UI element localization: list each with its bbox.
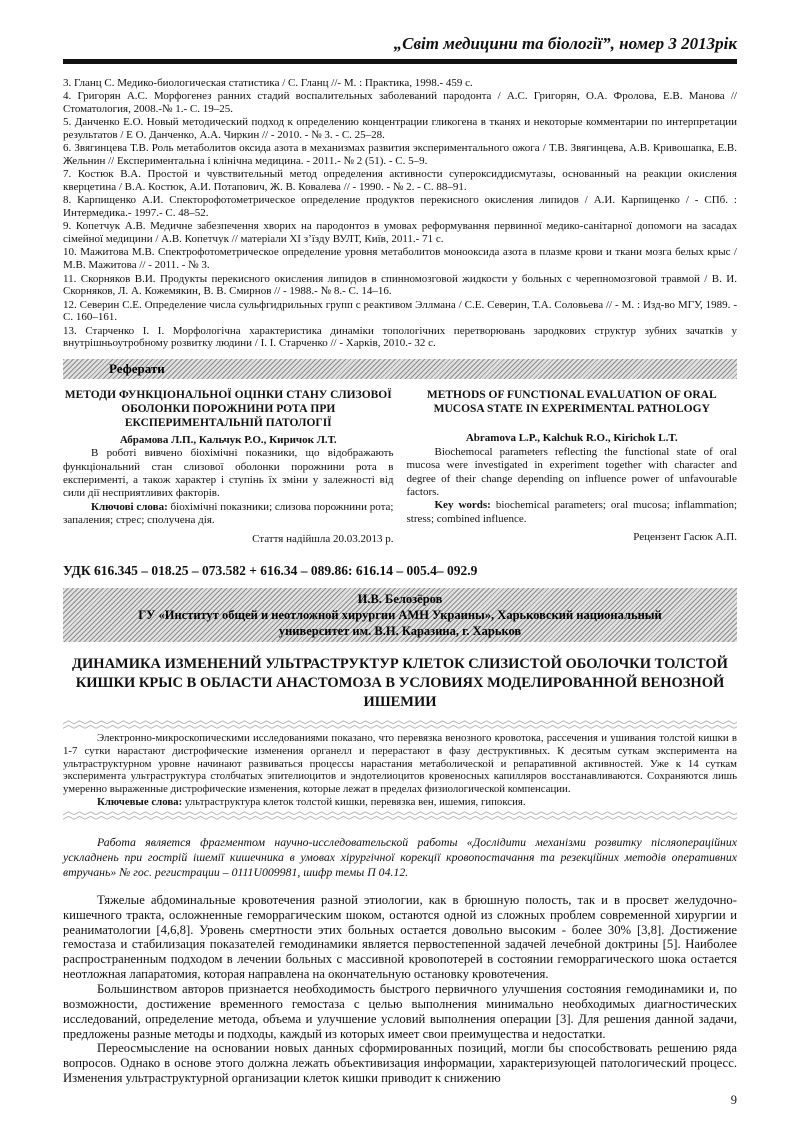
reference-item: 8. Карпищенко А.И. Спекторофотометрическое определение продуктов перекисного окисления липидов / А.И. Карпищенко / - СПб. : Интермедика.- 1997.- С. 48–52. — [63, 194, 737, 219]
abstract-ua-body: В роботі вивчено біохімічні показники, що відображають функціональний стан слизової оболонки порожнини рота в експерименті, а також характер і ступінь їх зміни у залежності від сили дії несприятливих факторів. — [63, 447, 394, 500]
keywords-label: Ключевые слова: — [97, 795, 183, 808]
article-keywords — [63, 796, 737, 809]
abstract-en-body: Biochemocal parameters reflecting the functional state of oral mucosa were investigated in experiment together with character and degree of their change depending on influence power of unfavourable factors. — [406, 445, 737, 499]
body-paragraph: Большинством авторов признается необходимость быстрого первичного улучшения состояния гемодинамики и, по возможности, достижение временного гемостаза с целью выполнения минимально необходимых диагностических исследований, определение метода, объема и улучшение условий выполнения операции [3]. Для решения данной задачи, предложены разные методы и подходы, каждый из которых имеет свои преимущества и недостатки. — [63, 981, 737, 1041]
reviewer-line: Рецензент Гасюк А.П. — [633, 531, 737, 544]
body-paragraph: Тяжелые абдоминальные кровотечения разной этиологии, как в брюшную полость, так и в просвет желудочно-кишечного тракта, осложненные геморрагическим шоком, остаются одной из сложных проблем современной хирургии и реаниматологии [4,6,8]. Уровень смертности этих больных остается довольно высоким - более 30% [3,8]. Достижение гемостаза и стабилизация показателей гемодинамики является первостепенной задачей лечебной доктрины [5]. Наиболее распространенным подходом в лечении больных с массивной кровопотерей в состоянии геморрагического шока остается неотложная лапаратомия, которая направлена на окончательную остановку кровотечения. — [63, 892, 737, 982]
affiliation-line: университет им. В.Н. Каразина, г. Харьков — [278, 624, 522, 639]
article-body — [63, 893, 737, 1086]
reference-item: 9. Копетчук А.В. Медичне забезпечення хворих на пародонтоз в умовах реформування первинної медико-санітарної допомоги на засадах сімейної медицини / А.В. Копетчук // матеріали XI з’їзду ВУЛТ, Київ, 2011.- 71 с. — [63, 220, 737, 245]
abstract-ua-title: МЕТОДИ ФУНКЦІОНАЛЬНОЇ ОЦІНКИ СТАНУ СЛИЗОВОЇ ОБОЛОНКИ ПОРОЖНИНИ РОТА ПРИ ЕКСПЕРИМЕНТАЛЬНІЙ ПАТОЛОГІЇ — [64, 388, 392, 430]
abstract-en-title: METHODS OF FUNCTIONAL EVALUATION OF ORAL MUCOSA STATE IN EXPERIMENTAL PATHOLOGY — [426, 388, 717, 416]
zigzag-divider-top-icon — [63, 720, 737, 729]
reference-list — [63, 77, 737, 350]
abstract-en-keywords — [407, 499, 738, 526]
reference-item: 7. Костюк В.А. Простой и чувствительный метод определения активности супероксиддисмутазы, основанный на реакции окисления кверцетина / В.А. Костюк, А.И. Потапович, Ж. В. Ковалева // - 1990. - № 2. - С. 88–91. — [63, 168, 737, 193]
keywords-label: Key words: — [434, 499, 491, 512]
article-abstract: Электронно-микроскопическими исследованиями показано, что перевязка венозного кровотока, рассечения и ушивания толстой кишки в 1-7 сутки нарастают дистрофические изменения органелл и перерастают в фазу деструктивных. К десятым суткам эксперимента на ультраструктурном уровне начинают развиваться процессы нарастания метаболической и репаративной активностей. Уже к 14 суткам эксперимента ультраструктура столбчатых эпителиоцитов и эндотелиоцитов кровеносных капилляров восстанавливаются. Сохраняются лишь умеренно выраженные дистрофические изменения, которые лежат в пределах физиологической компенсации. — [63, 732, 737, 795]
keywords-text: ультраструктура клеток толстой кишки, перевязка вен, ишемия, гипоксия. — [182, 795, 526, 808]
udk-line: УДК 616.345 – 018.25 – 073.582 + 616.34 – 089.86: 616.14 – 005.4– 092.9 — [63, 563, 478, 579]
journal-header: „Світ медицини та біології”, номер 3 2013рік — [393, 34, 737, 53]
abstracts-section — [63, 388, 737, 546]
referaty-label: Реферати — [109, 360, 165, 376]
research-note: Работа является фрагментом научно-исследовательской работы «Дослідити механізми розвитку післяопераційних ускладнень при гострій ішемії кишечника в умовах хірургічної корекції кровопостачання та резекційних методів оперативних втручань» № гос. регистрации – 0111U009981, шифр темы П 04.12. — [63, 835, 737, 879]
affiliation-line: ГУ «Институт общей и неотложной хирургии АМН Украины», Харьковский национальный — [138, 608, 662, 623]
reference-item: 10. Мажитова М.В. Спектрофотометрическое определение уровня метаболитов монооксида азота в плазме крови и ткани мозга белых крыс / М.В. Мажитова // - 2011. - № 3. — [63, 246, 737, 271]
abstract-ua-column — [63, 388, 394, 546]
affiliation-lines — [63, 607, 737, 639]
body-paragraph: Переосмысление на основании новых данных сформированных позиций, могли бы способствовать решению ряда вопросов. Однако в основе этого должна лежать объективизация информации, характеризующей патологический процесс. Изменения ультраструктурной организации клеток кишки приводит к снижению — [63, 1041, 737, 1086]
reference-item: 13. Старченко І. І. Морфологічна характеристика динаміки топологічних перетворювань зародкових структур зубних зачатків у внутрішньоутробному розвитку людини / І. І. Старченко // - Харків, 2010.- 32 с. — [63, 324, 737, 350]
reference-item: 6. Звягинцева Т.В. Роль метаболитов оксида азота в механизмах развития экспериментального ожога / Т.В. Звягинцева, А.В. Кривошапка, Е.В. Жельнин // Експериментальна і клінічна медицина. - 2011.- № 2 (51). - С. 5–9. — [63, 142, 737, 167]
reference-item: 11. Скорняков В.И. Продукты перекисного окисления липидов в спинномозговой жидкости у больных с черепномозговой травмой / В. И. Скорняков, Л. А. Кожемякин, В. В. Смирнов // - 1988.- № 8.- С. 14–16. — [63, 272, 737, 298]
keywords-label: Ключові слова: — [91, 500, 168, 513]
reference-item: 4. Григорян А.С. Морфогенез ранних стадий воспалительных заболеваний пародонта / А.С. Григорян, О.А. Фролова, Е.В. Манова // Стоматология, 2008.-№ 1.- С. 19–25. — [63, 90, 737, 115]
referaty-banner — [63, 359, 737, 379]
author-banner — [63, 588, 737, 642]
reference-item: 5. Данченко Е.О. Новый методический подход к определению концентрации гликогена в тканях и некоторые комментарии по интерпретации результатов / Е О. Данченко, А.А. Чиркин // - 2010. - № 3. - С. 25–28. — [63, 116, 737, 141]
zigzag-divider-bottom-icon — [63, 811, 737, 820]
reference-item: 12. Северин С.Е. Определение числа сульфгидрильных групп с реактивом Эллмана / С.Е. Северин, Т.А. Соловьева // - М. : Изд-во МГУ, 1989. - С. 160–161. — [63, 298, 737, 324]
header-rule — [63, 59, 737, 64]
abstract-en-authors: Abramova L.P., Kalchuk R.O., Kirichok L.T. — [465, 432, 678, 445]
article-title: ДИНАМИКА ИЗМЕНЕНИЙ УЛЬТРАСТРУКТУР КЛЕТОК СЛИЗИСТОЙ ОБОЛОЧКИ ТОЛСТОЙ КИШКИ КРЫС В ОБЛАСТИ АНАСТОМОЗА В УСЛОВИЯХ МОДЕЛИРОВАННОЙ ВЕНОЗНОЙ ИШЕМИИ — [72, 656, 728, 711]
keywords-text: biochemical parameters; oral mucosa; inflammation; stress; combined influence. — [406, 499, 738, 525]
page-number: 9 — [730, 1093, 737, 1107]
keywords-text: біохімічні показники; слизова порожнини рота; запаления; стрес; сполучена дія. — [63, 500, 394, 527]
article-author: И.В. Белозёров — [357, 592, 443, 607]
abstract-en-column — [407, 388, 738, 546]
article-received-date: Стаття надійшла 20.03.2013 р. — [252, 532, 394, 545]
reference-item: 3. Гланц С. Медико-биологическая статистика / С. Гланц //- М. : Практика, 1998.- 459 с. — [63, 76, 473, 89]
abstract-ua-authors: Абрамова Л.П., Кальчук Р.О., Киричок Л.Т. — [119, 433, 337, 446]
abstract-ua-keywords — [63, 501, 394, 528]
